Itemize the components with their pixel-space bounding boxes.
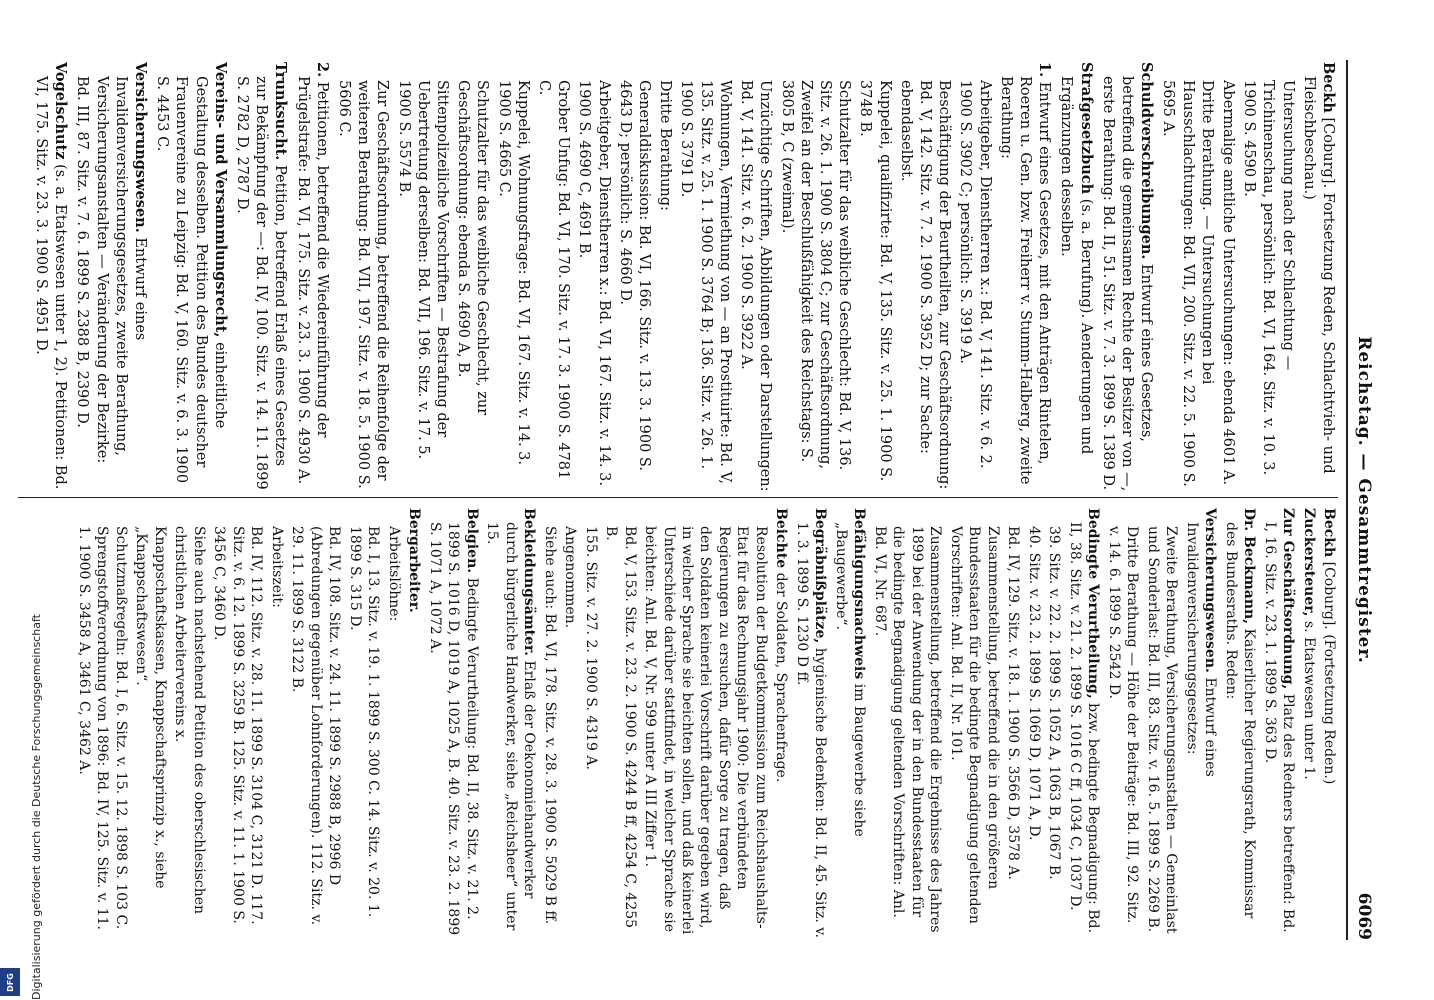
entry-heading: Vereins- und Versammlungsrecht, bbox=[211, 62, 229, 338]
entry-heading: Beckh bbox=[1321, 508, 1337, 558]
index-entry bbox=[493, 62, 531, 492]
index-entry bbox=[267, 508, 285, 938]
index-entry bbox=[425, 508, 480, 938]
left-column bbox=[29, 62, 1338, 492]
index-entry bbox=[1218, 62, 1237, 492]
entry-heading: Bekleidungsämter. bbox=[521, 508, 538, 657]
entry-text: s. Etatswesen unter 1. bbox=[1300, 620, 1317, 780]
index-entry bbox=[1143, 508, 1180, 938]
entry-text: Entwurf eines Invalidenversicherungsgesetzes: bbox=[1183, 522, 1219, 777]
index-entry bbox=[655, 62, 674, 492]
entry-heading: Schuldverschreibungen. bbox=[1138, 62, 1156, 260]
entry-heading: Befähigungsnachweis bbox=[851, 508, 868, 680]
entry-text: Resolution der Budgetkommission zum Reichshaushalts-Etat für das Rechnungsjahr 1900: Die verbündeten Regierungen zu ersuchen, dafür Sorge zu tragen, daß den Soldaten keinerlei Vorschrift darüber gegeben wird, in welcher Sprache sie beichten sollen, und daß keinerlei Unterschiede darüber stattfindet, in welcher Sprache sie beichten: Anl. Bd. V, Nr. 599 unter A III Ziffer 1. bbox=[642, 526, 769, 935]
entry-heading: Belgien. bbox=[463, 508, 480, 574]
entry-text: Untersuchung nach der Schlachtung — Trichinenschau, persönlich: Bd. VI, 164. Sitz. v. 10. 3. 1900 S. 4590 B. bbox=[1241, 80, 1296, 476]
entry-text: Knappschaftskassen, Knappschaftsprinzip x., siehe „Knappschaftswesen“. bbox=[133, 526, 168, 889]
index-entry bbox=[561, 508, 579, 938]
entry-text: Arbeitszeit: bbox=[268, 526, 285, 608]
index-entry bbox=[393, 62, 451, 492]
entry-heading: 1. bbox=[1036, 62, 1054, 78]
entry-heading: Beckh bbox=[1320, 62, 1337, 113]
entry-heading: Zuckersteuer, bbox=[1300, 508, 1317, 617]
index-entry bbox=[615, 62, 653, 492]
entry-heading: Bergarbeiter. bbox=[406, 508, 423, 613]
index-entry bbox=[292, 62, 331, 492]
page-header bbox=[1346, 60, 1374, 940]
entry-text: (s. a. Etatswesen unter 1, 2). Petitionen: Bd. VI, 175. Sitz. v. 23. 3. 1900 S. 4951 D. bbox=[33, 76, 69, 490]
entry-heading: Begräbnißplätze, bbox=[812, 508, 829, 644]
entry-text: Bd. IV, 112. Sitz. v. 28. 11. 1899 S. 3104 C, 3121 D. 117. Sitz. v. 6. 12. 1899 S. 3259 B. 125. Sitz. v. 11. 1. 1900 S. 3456 C, 3460 D. bbox=[211, 526, 265, 925]
entry-text: Dritte Berathung — Höhe der Beiträge: Bd. III, 92. Sitz. v. 14. 6. 1899 S. 2542 D. bbox=[1105, 526, 1141, 924]
index-entry bbox=[1056, 62, 1095, 492]
entry-text: Bd. V, 153. Sitz. v. 23. 2. 1900 S. 4244 B ff, 4254 C, 4255 B. bbox=[603, 526, 638, 929]
entry-text: Arbeitgeber, Dienstherren x.: Bd. VI, 167. Sitz. v. 14. 3. 1900 S. 4690 C, 4691 B. bbox=[576, 80, 612, 486]
index-entry bbox=[602, 508, 639, 938]
entry-text: Bd. IV, 129. Sitz. v. 18. 1. 1900 S. 3566 D, 3578 A. bbox=[1005, 526, 1022, 880]
index-entry bbox=[1158, 62, 1216, 492]
index-entry bbox=[1221, 508, 1258, 938]
index-entry bbox=[1320, 508, 1338, 938]
index-entry bbox=[772, 508, 790, 938]
entry-text: Schutzmaßregeln: Bd. I, 6. Sitz. v. 15. 12. 1898 S. 103 C. Sprengstoffverordnung von 1896: Bd. IV, 125. Sitz. v. 11. 1. 1900 S. 3458 A, 3461 C, 3462 A. bbox=[76, 526, 129, 930]
entry-text: einheitliche Gestaltung desselben. Petition des Bundes deutscher Frauenvereine zu Leipzig: Bd. V, 160. Sitz. v. 6. 3. 1900 S. 4453 C. bbox=[154, 76, 228, 484]
index-entry bbox=[1065, 508, 1102, 938]
index-entry bbox=[72, 62, 150, 492]
index-entry bbox=[574, 62, 612, 492]
entry-text: Schutzalter für das weibliche Geschlecht: Bd. V, 136. Sitz. v. 26. 1. 1900 S. 3804 C; zur Geschäftsordnung, Zweifel an der Beschlußfähigkeit des Reichstags: S. 3805 B, C (zweimal). bbox=[778, 80, 853, 471]
entry-text: (s. a. Berufung). Aenderungen und Ergänzungen desselben. bbox=[1058, 76, 1094, 455]
entry-text: 39. Sitz. v. 22. 2. 1899 S. 1052 A, 1063 B, 1067 B. bbox=[1046, 526, 1063, 880]
entry-text: Unzüchtige Schriften, Abbildungen oder Darstellungen: Bd. V, 141. Sitz. v. 6. 2. 1900 S. 3922 A. bbox=[738, 80, 774, 492]
entry-text: Arbeitslöhne: bbox=[385, 526, 402, 622]
entry-text: der Soldaten, Sprachenfrage. bbox=[773, 572, 790, 783]
entry-text: Sittenpolizeiliche Vorschriften — Bestrafung der Uebertretung derselben: Bd. VII, 196. Sitz. v. 17. 5. 1900 S. 5574 B. bbox=[395, 80, 451, 460]
index-entry bbox=[132, 508, 169, 938]
entry-text: Kuppelei, qualifizirte: Bd. V, 135. Sitz. v. 25. 1. 1900 S. 3748 B. bbox=[857, 80, 893, 482]
index-entry bbox=[676, 62, 734, 492]
index-entry bbox=[1299, 62, 1338, 492]
index-entry bbox=[232, 62, 291, 492]
index-entry bbox=[792, 508, 829, 938]
entry-heading: Versicherungswesen. bbox=[132, 62, 150, 233]
entry-text: Grober Unfug: Bd. VI, 170. Sitz. v. 17. 3. 1900 S. 4781 C. bbox=[536, 80, 572, 480]
entry-text: Bedingte Verurtheilung: Bd. II, 38. Sitz. v. 21. 2. 1899 S. 1016 D, 1019 A, 1025 A, B. 40. Sitz. v. 23. 2. 1899 S. 1071 A, 1072 A. bbox=[426, 522, 480, 936]
entry-text: Zusammenstellung, betreffend die Ergebnisse des Jahres 1899 bei der Anwendung der in den Bundesstaaten für die bedingte Begnadigung geltenden Vorschriften: Anl. Bd. VI, Nr. 687. bbox=[871, 526, 944, 933]
index-entry bbox=[345, 508, 382, 938]
index-entry bbox=[540, 508, 558, 938]
entry-text: Generaldiskussion: Bd. VI, 166. Sitz. v. 13. 3. 1900 S. 4643 D; persönlich: S. 4660 D. bbox=[616, 80, 653, 471]
index-entry bbox=[31, 62, 70, 492]
entry-heading: Trunksucht. bbox=[272, 62, 290, 161]
index-entry bbox=[171, 508, 208, 938]
entry-text: [Coburg]. Fortsetzung Reden, Schlachtvieh- und Fleischbeschau.) bbox=[1300, 76, 1336, 474]
column-divider bbox=[18, 497, 1338, 498]
entry-text: im Baugewerbe siehe „Baugewerbe“. bbox=[832, 522, 868, 837]
index-entry bbox=[1260, 508, 1297, 938]
entry-text: Zusammenstellung, betreffend die in den größeren Bundesstaaten für die bedingte Begnadigung geltenden Vorschriften: Anl. Bd. II, Nr. 101. bbox=[947, 526, 1001, 924]
dfg-logo bbox=[0, 968, 20, 996]
entry-text: Bd. IV, 108. Sitz. v. 24. 11. 1899 S. 2988 B, 2996 D (Abredungen gegenüber Lohnforderungen). 112. Sitz. v. 29. 11. 1899 S. 3122 B. bbox=[289, 526, 343, 926]
entry-heading: Dr. Beckmann, bbox=[1241, 508, 1258, 625]
entry-text: [Coburg]. (Fortsetzung Reden.) bbox=[1321, 561, 1337, 785]
index-entry bbox=[1239, 62, 1297, 492]
index-entry bbox=[736, 62, 774, 492]
index-entry bbox=[334, 62, 392, 492]
index-entry bbox=[483, 508, 538, 938]
entry-text: Angenommen. bbox=[562, 526, 579, 629]
index-entry bbox=[896, 62, 954, 492]
entry-text: Entwurf eines Gesetzes, mit den Anträgen Rintelen, Roeren u. Gen. bzw. Freiherr v. Stumm-Halberg, zweite Berathung: bbox=[997, 76, 1053, 485]
index-entry bbox=[1045, 508, 1063, 938]
right-column bbox=[73, 508, 1338, 938]
index-entry bbox=[1299, 508, 1317, 938]
index-entry bbox=[1098, 62, 1157, 492]
entry-text: Petition, betreffend Erlaß eines Gesetzes zur Bekämpfung der —: Bd. IV, 100. Sitz. v. 14. 11. 1899 S. 2782 D, 2787 D. bbox=[234, 76, 289, 490]
entry-text: Dritte Berathung. — Untersuchungen bei Hausschlachtungen: Bd. VII, 200. Sitz. v. 22. 5. 1900 S. 5695 A. bbox=[1160, 80, 1215, 487]
index-entry bbox=[946, 508, 1001, 938]
digitization-note bbox=[30, 606, 42, 1000]
entry-heading: Zur Geschäftsordnung, bbox=[1280, 508, 1297, 690]
entry-heading: Vogelschutz bbox=[52, 62, 70, 160]
entry-text: Arbeitgeber, Dienstherren x.: Bd. V, 141. Sitz. v. 6. 2. 1900 S. 3902 C; persönlich: S. 3919 A. bbox=[957, 80, 993, 469]
index-entry bbox=[1104, 508, 1141, 938]
entry-text: Entwurf eines Gesetzes, betreffend die gemeinsamen Rechte der Besitzer von —, erste Berathung: Bd. II, 51. Sitz. v. 7. 3. 1899 S. 1389 D. bbox=[1099, 76, 1155, 492]
entry-text: Kuppelei, Wohnungsfrage: Bd. VI, 167. Sitz. v. 14. 3. 1900 S. 4665 C. bbox=[495, 80, 531, 466]
index-entry bbox=[1004, 508, 1022, 938]
index-entry bbox=[855, 62, 893, 492]
index-entry bbox=[288, 508, 343, 938]
entry-text: Zur Geschäftsordnung, betreffend die Reihenfolge der weiteren Berathung: Bd. VII, 197. Sitz. v. 18. 5. 1900 S. 5606 C. bbox=[336, 80, 391, 489]
entry-heading: 2. bbox=[313, 62, 331, 78]
page-running-title: Reichstag. — Gesammtregister. bbox=[1354, 336, 1374, 664]
header-rule bbox=[1346, 60, 1348, 940]
entry-text: 40. Sitz. v. 23. 2. 1899 S. 1069 D, 1071 A, D. bbox=[1025, 526, 1042, 841]
index-entry bbox=[870, 508, 944, 938]
index-entry bbox=[955, 62, 993, 492]
entry-text: Beschäftigung der Beurtheilten, zur Geschäftsordnung: Bd. V, 142. Sitz. v. 7. 2. 1900 S. 3952 D; zur Sache: ebendaselbst. bbox=[897, 80, 953, 490]
entry-heading: Versicherungswesen. bbox=[1202, 508, 1219, 673]
page-number: 6069 bbox=[1354, 892, 1374, 940]
entry-text: Schutzalter für das weibliche Geschlecht, zur Geschäftsordnung: ebenda S. 4690 A, B. bbox=[455, 80, 491, 416]
index-entry bbox=[75, 508, 130, 938]
entry-heading: Strafgesetzbuch bbox=[1077, 62, 1095, 195]
index-entry bbox=[776, 62, 853, 492]
entry-text: Kaiserlicher Regierungsrath, Kommissar des Bundesraths. Reden: bbox=[1222, 522, 1258, 919]
index-entry bbox=[152, 62, 230, 492]
entry-text: 155. Sitz. v. 27. 2. 1900 S. 4319 A. bbox=[582, 526, 599, 770]
entry-text: Zweite Berathung, Versicherungsanstalten — Gemeinlast und Sonderlast: Bd. III, 83. Sitz. v. 16. 5. 1899 S. 2269 B. bbox=[1144, 526, 1180, 934]
entry-text: Bd. I, 13. Sitz. v. 19. 1. 1899 S. 300 C. 14. Sitz. v. 20. 1. 1899 S. 315 D. bbox=[346, 526, 382, 918]
index-entry bbox=[581, 508, 599, 938]
index-entry bbox=[641, 508, 770, 938]
index-entry bbox=[996, 62, 1055, 492]
entry-text: Platz des Redners betreffend: Bd. I, 16. Sitz. v. 23. 1. 1899 S. 363 D. bbox=[1261, 522, 1297, 933]
entry-text: hygienische Bedenken: Bd. II, 45. Sitz. v. 1. 3. 1899 S. 1230 D ff. bbox=[793, 522, 829, 938]
entry-text: Wohnungen, Vermiethung von — an Prostituirte: Bd. V, 135. Sitz. v. 25. 1. 1900 S. 3764 B; 136. Sitz. v. 26. 1. 1900 S. 3791 D. bbox=[678, 80, 733, 485]
entry-text: Erlaß der Oekonomiehandwerker durch bürgerliche Handwerker, siehe „Reichsheer“ unter 15. bbox=[484, 522, 538, 931]
index-entry bbox=[453, 62, 491, 492]
entry-text: Siehe auch nachstehend Petition des oberschlesischen christlichen Arbeitervereins x. bbox=[172, 526, 207, 915]
entry-text: Dritte Berathung: bbox=[657, 80, 674, 211]
digitization-note-text: Digitalisierung gefördert durch die Deutsche Forschungsgemeinschaft bbox=[30, 614, 43, 1000]
entry-heading: Bedingte Verurtheilung, bbox=[1085, 508, 1102, 699]
entry-text: Entwurf eines Invalidenversicherungsgesetzes, zweite Berathung, Versicherungsanstalten — Veränderung der Bezirke: Bd. III, 87. Sitz. v. 7. 6. 1899 S. 2388 B, 2390 D. bbox=[74, 76, 149, 464]
dfg-logo-text: DFG bbox=[5, 972, 15, 992]
entry-text: Abermalige amtliche Untersuchungen: ebenda 4601 A. bbox=[1219, 80, 1236, 485]
index-entry bbox=[210, 508, 265, 938]
entry-text: Petitionen, betreffend die Wiedereinführung der Prügelstrafe: Bd. VI, 175. Sitz. v. 23. 3. 1900 S. 4930 A. bbox=[294, 76, 330, 485]
entry-heading: Beichte bbox=[773, 508, 790, 569]
index-entry bbox=[534, 62, 572, 492]
index-entry bbox=[831, 508, 868, 938]
index-entry bbox=[384, 508, 402, 938]
index-entry bbox=[1182, 508, 1219, 938]
index-entry bbox=[1024, 508, 1042, 938]
entry-text: bzw. bedingte Begnadigung: Bd. II, 38. Sitz. v. 21. 2. 1899 S. 1016 C ff, 1034 C, 1037 D. bbox=[1066, 522, 1102, 933]
entry-text: Siehe auch: Bd. VI, 178. Sitz. v. 28. 3. 1900 S. 5029 B ff. bbox=[541, 526, 558, 925]
index-entry bbox=[405, 508, 423, 938]
